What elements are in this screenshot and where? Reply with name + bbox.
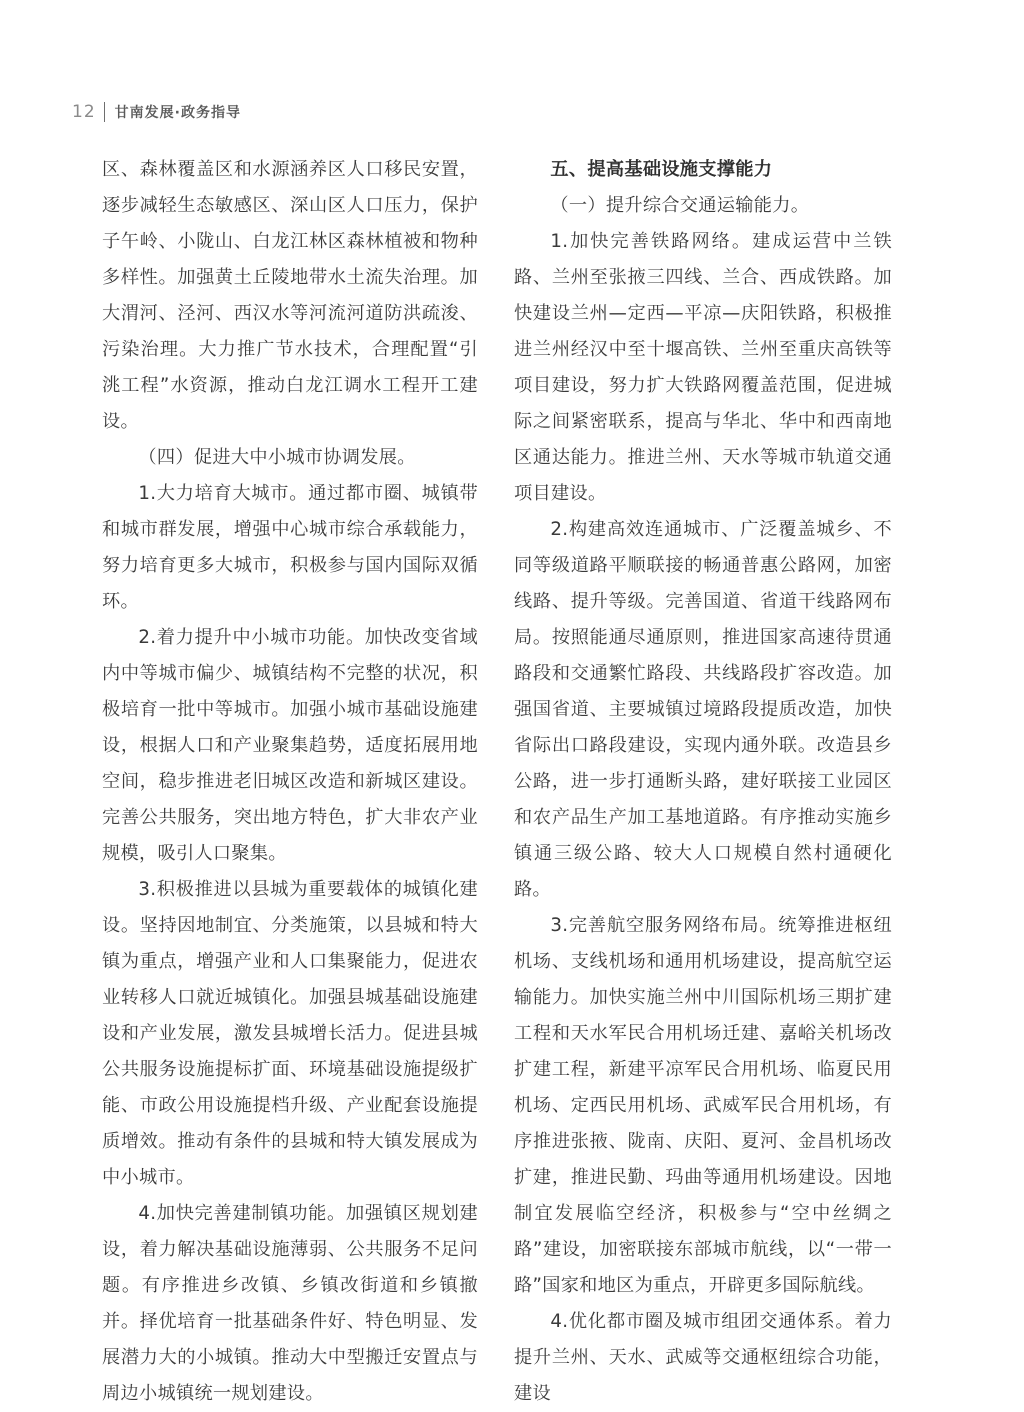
header-divider <box>104 102 105 122</box>
subsection-heading: （四）促进大中小城市协调发展。 <box>138 447 416 468</box>
paragraph: 2.构建高效连通城市、广泛覆盖城乡、不同等级道路平顺联接的畅通普惠公路网，加密线路、提升等级。完善国道、省道干线路网布局。按照能通尽通原则，推进国家高速待贯通路段和交通繁忙路段、共线路段扩容改造。加强国省道、主要城镇过境路段提质改造，加快省际出口路段建设，实现内通外联。改造县乡公路，进一步打通断头路，建好联接工业园区和农产品生产加工基地道路。有序推动实施乡镇通三级公路、较大人口规模自然村通硬化路。 <box>514 519 892 900</box>
paragraph: 4.优化都市圈及城市组团交通体系。着力提升兰州、天水、武威等交通枢纽综合功能，建设 <box>514 1311 892 1404</box>
paragraph: 2.着力提升中小城市功能。加快改变省域内中等城市偏少、城镇结构不完整的状况，积极培育一批中等城市。加强小城市基础设施建设，根据人口和产业聚集趋势，适度拓展用地空间，稳步推进老旧城区改造和新城区建设。完善公共服务，突出地方特色，扩大非农产业规模，吸引人口聚集。 <box>102 627 478 864</box>
right-column <box>514 152 892 1412</box>
left-column <box>102 152 478 1412</box>
section-heading: 五、提高基础设施支撑能力 <box>550 159 773 180</box>
subsection-heading: （一）提升综合交通运输能力。 <box>550 195 810 216</box>
page-number: 12 <box>72 102 96 122</box>
paragraph-continued: 区、森林覆盖区和水源涵养区人口移民安置，逐步减轻生态敏感区、深山区人口压力，保护子午岭、小陇山、白龙江林区森林植被和物种多样性。加强黄土丘陵地带水土流失治理。加大渭河、泾河、西汉水等河流河道防洪疏浚、污染治理。大力推广节水技术，合理配置“引洮工程”水资源，推动白龙江调水工程开工建设。 <box>102 159 478 432</box>
paragraph: 1.大力培育大城市。通过都市圈、城镇带和城市群发展，增强中心城市综合承载能力，努力培育更多大城市，积极参与国内国际双循环。 <box>102 483 478 612</box>
running-title: 甘南发展·政务指导 <box>114 105 241 121</box>
paragraph: 3.完善航空服务网络布局。统筹推进枢纽机场、支线机场和通用机场建设，提高航空运输能力。加快实施兰州中川国际机场三期扩建工程和天水军民合用机场迁建、嘉峪关机场改扩建工程，新建平凉军民合用机场、临夏民用机场、定西民用机场、武威军民合用机场，有序推进张掖、陇南、庆阳、夏河、金昌机场改扩建，推进民勤、玛曲等通用机场建设。因地制宜发展临空经济，积极参与“空中丝绸之路”建设，加密联接东部城市航线，以“一带一路”国家和地区为重点，开辟更多国际航线。 <box>514 915 892 1296</box>
page-header <box>72 100 241 124</box>
paragraph: 1.加快完善铁路网络。建成运营中兰铁路、兰州至张掖三四线、兰合、西成铁路。加快建设兰州—定西—平凉—庆阳铁路，积极推进兰州经汉中至十堰高铁、兰州至重庆高铁等项目建设，努力扩大铁路网覆盖范围，促进城际之间紧密联系，提高与华北、华中和西南地区通达能力。推进兰州、天水等城市轨道交通项目建设。 <box>514 231 892 504</box>
paragraph: 3.积极推进以县城为重要载体的城镇化建设。坚持因地制宜、分类施策，以县城和特大镇为重点，增强产业和人口集聚能力，促进农业转移人口就近城镇化。加强县城基础设施建设和产业发展，激发县城增长活力。促进县城公共服务设施提标扩面、环境基础设施提级扩能、市政公用设施提档升级、产业配套设施提质增效。推动有条件的县城和特大镇发展成为中小城市。 <box>102 879 478 1188</box>
paragraph: 4.加快完善建制镇功能。加强镇区规划建设，着力解决基础设施薄弱、公共服务不足问题。有序推进乡改镇、乡镇改街道和乡镇撤并。择优培育一批基础条件好、特色明显、发展潜力大的小城镇。推动大中型搬迁安置点与周边小城镇统一规划建设。 <box>102 1203 478 1404</box>
